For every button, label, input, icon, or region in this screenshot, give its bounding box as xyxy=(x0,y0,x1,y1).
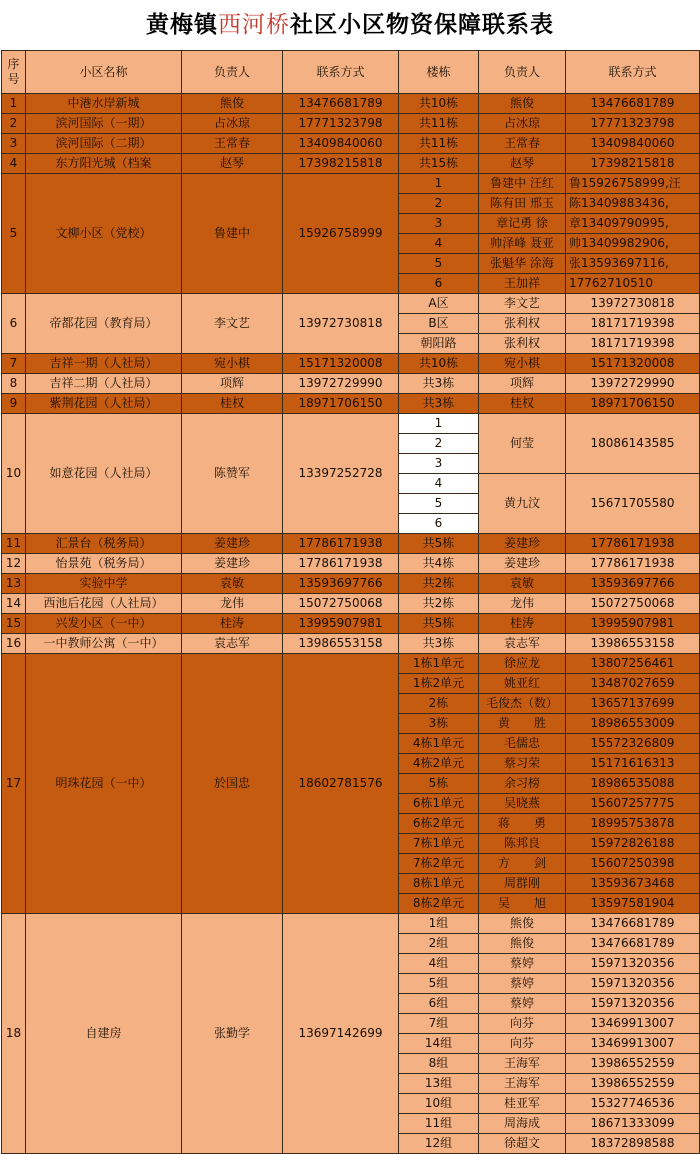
table-row xyxy=(2,594,700,614)
phone-cell: 17786171938 xyxy=(283,554,399,574)
table-row xyxy=(2,574,700,594)
index-cell: 18 xyxy=(2,914,26,1154)
building-lead-cell: 周群刚 xyxy=(479,874,566,894)
phone-cell: 13995907981 xyxy=(283,614,399,634)
building-phone-cell: 13409840060 xyxy=(566,134,700,154)
table-row xyxy=(2,534,700,554)
building-lead-cell: 袁敏 xyxy=(479,574,566,594)
building-lead-cell: 方 剑 xyxy=(479,854,566,874)
building-phone-cell: 13469913007 xyxy=(566,1034,700,1054)
building-lead-cell: 桂权 xyxy=(479,394,566,414)
index-cell: 11 xyxy=(2,534,26,554)
building-cell: 13组 xyxy=(399,1074,479,1094)
building-cell: 6 xyxy=(399,274,479,294)
table-row xyxy=(2,114,700,134)
building-phone-cell: 17762710510 xyxy=(566,274,700,294)
index-cell: 14 xyxy=(2,594,26,614)
building-cell: 7组 xyxy=(399,1014,479,1034)
phone-cell: 15171320008 xyxy=(283,354,399,374)
building-lead-cell: 姜建珍 xyxy=(479,554,566,574)
building-phone-cell: 18372898588 xyxy=(566,1134,700,1154)
community-cell: 吉祥一期（人社局） xyxy=(26,354,182,374)
building-cell: 4组 xyxy=(399,954,479,974)
building-lead-cell: 余习榜 xyxy=(479,774,566,794)
community-cell: 滨河国际（二期） xyxy=(26,134,182,154)
building-phone-cell: 18086143585 xyxy=(566,414,700,474)
lead-cell: 姜建珍 xyxy=(182,554,283,574)
community-cell: 东方阳光城（档案 xyxy=(26,154,182,174)
building-phone-cell: 18171719398 xyxy=(566,334,700,354)
table-row xyxy=(2,354,700,374)
building-phone-cell: 13995907981 xyxy=(566,614,700,634)
title-suffix: 社区小区物资保障联系表 xyxy=(290,11,554,38)
table-row xyxy=(2,414,700,434)
building-phone-cell: 13469913007 xyxy=(566,1014,700,1034)
building-phone-cell: 13986553158 xyxy=(566,634,700,654)
building-cell: 共3栋 xyxy=(399,374,479,394)
building-cell: 12组 xyxy=(399,1134,479,1154)
table-row xyxy=(2,394,700,414)
building-phone-cell: 13476681789 xyxy=(566,94,700,114)
building-cell: 6栋1单元 xyxy=(399,794,479,814)
community-cell: 如意花园（人社局） xyxy=(26,414,182,534)
community-cell: 怡景苑（税务局） xyxy=(26,554,182,574)
building-lead-cell: 何莹 xyxy=(479,414,566,474)
lead-cell: 龙伟 xyxy=(182,594,283,614)
header-building-lead: 负责人 xyxy=(479,51,566,94)
building-phone-cell: 13657137699 xyxy=(566,694,700,714)
building-lead-cell: 王常春 xyxy=(479,134,566,154)
building-lead-cell: 向芬 xyxy=(479,1034,566,1054)
building-lead-cell: 蔡婷 xyxy=(479,994,566,1014)
building-phone-cell: 15171320008 xyxy=(566,354,700,374)
phone-cell: 13593697766 xyxy=(283,574,399,594)
building-lead-cell: 吴晓燕 xyxy=(479,794,566,814)
phone-cell: 13409840060 xyxy=(283,134,399,154)
building-lead-cell: 鲁建中 汪红 xyxy=(479,174,566,194)
header-index: 序号 xyxy=(2,51,26,94)
building-lead-cell: 袁志军 xyxy=(479,634,566,654)
phone-cell: 13697142699 xyxy=(283,914,399,1154)
header-phone: 联系方式 xyxy=(283,51,399,94)
building-lead-cell: 黄九汶 xyxy=(479,474,566,534)
community-cell: 实验中学 xyxy=(26,574,182,594)
building-phone-cell: 15671705580 xyxy=(566,474,700,534)
index-cell: 12 xyxy=(2,554,26,574)
building-phone-cell: 18986535088 xyxy=(566,774,700,794)
building-phone-cell: 13986552559 xyxy=(566,1054,700,1074)
building-phone-cell: 15607257775 xyxy=(566,794,700,814)
table-row xyxy=(2,134,700,154)
building-lead-cell: 王加祥 xyxy=(479,274,566,294)
building-cell: 共4栋 xyxy=(399,554,479,574)
lead-cell: 桂涛 xyxy=(182,614,283,634)
index-cell: 17 xyxy=(2,654,26,914)
building-phone-cell: 张13593697116, xyxy=(566,254,700,274)
page-title xyxy=(0,0,700,50)
index-cell: 13 xyxy=(2,574,26,594)
phone-cell: 15072750068 xyxy=(283,594,399,614)
building-phone-cell: 鲁15926758999,汪 xyxy=(566,174,700,194)
building-cell: 8栋2单元 xyxy=(399,894,479,914)
building-phone-cell: 18971706150 xyxy=(566,394,700,414)
lead-cell: 宛小棋 xyxy=(182,354,283,374)
building-cell: 共3栋 xyxy=(399,394,479,414)
building-phone-cell: 17771323798 xyxy=(566,114,700,134)
building-cell: 3 xyxy=(399,454,479,474)
building-cell: 共3栋 xyxy=(399,634,479,654)
building-phone-cell: 13476681789 xyxy=(566,934,700,954)
building-phone-cell: 17786171938 xyxy=(566,554,700,574)
building-cell: 6栋2单元 xyxy=(399,814,479,834)
building-phone-cell: 13986552559 xyxy=(566,1074,700,1094)
index-cell: 5 xyxy=(2,174,26,294)
index-cell: 10 xyxy=(2,414,26,534)
building-lead-cell: 帅泽峰 聂亚 xyxy=(479,234,566,254)
phone-cell: 13476681789 xyxy=(283,94,399,114)
building-lead-cell: 陈有田 邢玉 xyxy=(479,194,566,214)
index-cell: 8 xyxy=(2,374,26,394)
building-cell: 3栋 xyxy=(399,714,479,734)
index-cell: 16 xyxy=(2,634,26,654)
phone-cell: 17786171938 xyxy=(283,534,399,554)
table-row xyxy=(2,654,700,674)
header-building: 楼栋 xyxy=(399,51,479,94)
phone-cell: 13972729990 xyxy=(283,374,399,394)
lead-cell: 於国忠 xyxy=(182,654,283,914)
table-row xyxy=(2,374,700,394)
community-cell: 自建房 xyxy=(26,914,182,1154)
lead-cell: 袁志军 xyxy=(182,634,283,654)
lead-cell: 张勤学 xyxy=(182,914,283,1154)
phone-cell: 17398215818 xyxy=(283,154,399,174)
building-lead-cell: 吴 旭 xyxy=(479,894,566,914)
building-cell: 5 xyxy=(399,494,479,514)
building-cell: 4 xyxy=(399,234,479,254)
building-cell: 6 xyxy=(399,514,479,534)
building-cell: 1栋2单元 xyxy=(399,674,479,694)
building-cell: 共10栋 xyxy=(399,354,479,374)
lead-cell: 姜建珍 xyxy=(182,534,283,554)
table-header-row xyxy=(2,51,700,94)
building-lead-cell: 占冰琼 xyxy=(479,114,566,134)
building-cell: 共2栋 xyxy=(399,574,479,594)
building-cell: 11组 xyxy=(399,1114,479,1134)
building-lead-cell: 张利权 xyxy=(479,314,566,334)
building-phone-cell: 17786171938 xyxy=(566,534,700,554)
community-cell: 文柳小区（党校） xyxy=(26,174,182,294)
phone-cell: 18602781576 xyxy=(283,654,399,914)
community-cell: 帝都花园（教育局） xyxy=(26,294,182,354)
building-cell: 共10栋 xyxy=(399,94,479,114)
building-cell: 1组 xyxy=(399,914,479,934)
building-phone-cell: 18671333099 xyxy=(566,1114,700,1134)
lead-cell: 占冰琼 xyxy=(182,114,283,134)
building-cell: 3 xyxy=(399,214,479,234)
building-lead-cell: 熊俊 xyxy=(479,94,566,114)
building-phone-cell: 17398215818 xyxy=(566,154,700,174)
building-cell: 4栋1单元 xyxy=(399,734,479,754)
building-lead-cell: 黄 胜 xyxy=(479,714,566,734)
building-phone-cell: 13593697766 xyxy=(566,574,700,594)
building-lead-cell: 李文艺 xyxy=(479,294,566,314)
table-row xyxy=(2,914,700,934)
building-lead-cell: 毛儒忠 xyxy=(479,734,566,754)
building-phone-cell: 15971320356 xyxy=(566,994,700,1014)
lead-cell: 王常春 xyxy=(182,134,283,154)
community-cell: 一中教师公寓（一中） xyxy=(26,634,182,654)
lead-cell: 李文艺 xyxy=(182,294,283,354)
table-row xyxy=(2,154,700,174)
building-cell: 共15栋 xyxy=(399,154,479,174)
building-cell: 8栋1单元 xyxy=(399,874,479,894)
building-phone-cell: 15971320356 xyxy=(566,954,700,974)
building-phone-cell: 15072750068 xyxy=(566,594,700,614)
phone-cell: 13397252728 xyxy=(283,414,399,534)
phone-cell: 18971706150 xyxy=(283,394,399,414)
building-cell: 1栋1单元 xyxy=(399,654,479,674)
building-lead-cell: 陈邦良 xyxy=(479,834,566,854)
community-cell: 汇景台（税务局） xyxy=(26,534,182,554)
table-row xyxy=(2,614,700,634)
building-lead-cell: 徐应龙 xyxy=(479,654,566,674)
building-lead-cell: 熊俊 xyxy=(479,914,566,934)
lead-cell: 袁敏 xyxy=(182,574,283,594)
building-cell: 共11栋 xyxy=(399,134,479,154)
index-cell: 15 xyxy=(2,614,26,634)
building-phone-cell: 帅13409982906, xyxy=(566,234,700,254)
building-phone-cell: 15972826188 xyxy=(566,834,700,854)
building-cell: 2组 xyxy=(399,934,479,954)
building-cell: 5组 xyxy=(399,974,479,994)
title-prefix: 黄梅镇 xyxy=(146,11,218,38)
building-lead-cell: 王海军 xyxy=(479,1054,566,1074)
index-cell: 1 xyxy=(2,94,26,114)
building-cell: 4 xyxy=(399,474,479,494)
building-lead-cell: 毛俊杰（数） xyxy=(479,694,566,714)
phone-cell: 13986553158 xyxy=(283,634,399,654)
building-lead-cell: 徐超文 xyxy=(479,1134,566,1154)
building-cell: B区 xyxy=(399,314,479,334)
building-cell: 1 xyxy=(399,414,479,434)
table-row xyxy=(2,174,700,194)
building-phone-cell: 陈13409883436, xyxy=(566,194,700,214)
building-cell: 1 xyxy=(399,174,479,194)
building-lead-cell: 熊俊 xyxy=(479,934,566,954)
building-cell: 朝阳路 xyxy=(399,334,479,354)
phone-cell: 13972730818 xyxy=(283,294,399,354)
building-phone-cell: 18995753878 xyxy=(566,814,700,834)
building-cell: 5栋 xyxy=(399,774,479,794)
header-lead: 负责人 xyxy=(182,51,283,94)
building-phone-cell: 13476681789 xyxy=(566,914,700,934)
table-row xyxy=(2,634,700,654)
lead-cell: 陈赞军 xyxy=(182,414,283,534)
building-cell: 共5栋 xyxy=(399,614,479,634)
building-phone-cell: 18171719398 xyxy=(566,314,700,334)
community-cell: 滨河国际（一期） xyxy=(26,114,182,134)
building-cell: 4栋2单元 xyxy=(399,754,479,774)
index-cell: 6 xyxy=(2,294,26,354)
building-phone-cell: 15607250398 xyxy=(566,854,700,874)
building-lead-cell: 蔡婷 xyxy=(479,954,566,974)
table-row xyxy=(2,94,700,114)
community-cell: 明珠花园（一中） xyxy=(26,654,182,914)
building-phone-cell: 15171616313 xyxy=(566,754,700,774)
building-phone-cell: 15327746536 xyxy=(566,1094,700,1114)
building-lead-cell: 宛小棋 xyxy=(479,354,566,374)
phone-cell: 15926758999 xyxy=(283,174,399,294)
building-lead-cell: 赵琴 xyxy=(479,154,566,174)
building-phone-cell: 13593673468 xyxy=(566,874,700,894)
community-cell: 兴发小区（一中） xyxy=(26,614,182,634)
building-cell: 7栋2单元 xyxy=(399,854,479,874)
building-cell: 7栋1单元 xyxy=(399,834,479,854)
building-phone-cell: 15572326809 xyxy=(566,734,700,754)
building-cell: 2栋 xyxy=(399,694,479,714)
table-row xyxy=(2,294,700,314)
community-cell: 吉祥二期（人社局） xyxy=(26,374,182,394)
building-phone-cell: 13597581904 xyxy=(566,894,700,914)
building-lead-cell: 章记勇 徐 xyxy=(479,214,566,234)
index-cell: 3 xyxy=(2,134,26,154)
community-cell: 西池后花园（人社局） xyxy=(26,594,182,614)
building-lead-cell: 蒋 勇 xyxy=(479,814,566,834)
building-cell: 14组 xyxy=(399,1034,479,1054)
building-lead-cell: 桂涛 xyxy=(479,614,566,634)
lead-cell: 项辉 xyxy=(182,374,283,394)
lead-cell: 桂权 xyxy=(182,394,283,414)
index-cell: 7 xyxy=(2,354,26,374)
building-phone-cell: 章13409790995, xyxy=(566,214,700,234)
building-phone-cell: 13487027659 xyxy=(566,674,700,694)
header-building-phone: 联系方式 xyxy=(566,51,700,94)
building-cell: 8组 xyxy=(399,1054,479,1074)
contact-table xyxy=(1,50,700,1154)
building-lead-cell: 桂亚军 xyxy=(479,1094,566,1114)
building-cell: 2 xyxy=(399,434,479,454)
building-phone-cell: 15971320356 xyxy=(566,974,700,994)
lead-cell: 鲁建中 xyxy=(182,174,283,294)
header-community: 小区名称 xyxy=(26,51,182,94)
building-phone-cell: 13807256461 xyxy=(566,654,700,674)
lead-cell: 熊俊 xyxy=(182,94,283,114)
lead-cell: 赵琴 xyxy=(182,154,283,174)
building-lead-cell: 周海成 xyxy=(479,1114,566,1134)
building-phone-cell: 18986553009 xyxy=(566,714,700,734)
table-row xyxy=(2,554,700,574)
index-cell: 9 xyxy=(2,394,26,414)
title-highlight: 西河桥 xyxy=(218,12,290,38)
building-phone-cell: 13972729990 xyxy=(566,374,700,394)
index-cell: 4 xyxy=(2,154,26,174)
building-lead-cell: 姜建珍 xyxy=(479,534,566,554)
building-phone-cell: 13972730818 xyxy=(566,294,700,314)
building-cell: A区 xyxy=(399,294,479,314)
building-cell: 2 xyxy=(399,194,479,214)
community-cell: 紫荆花园（人社局） xyxy=(26,394,182,414)
building-cell: 5 xyxy=(399,254,479,274)
building-lead-cell: 向芬 xyxy=(479,1014,566,1034)
building-lead-cell: 张魁华 涂海 xyxy=(479,254,566,274)
building-lead-cell: 龙伟 xyxy=(479,594,566,614)
building-lead-cell: 蔡婷 xyxy=(479,974,566,994)
building-cell: 6组 xyxy=(399,994,479,1014)
building-cell: 共2栋 xyxy=(399,594,479,614)
building-cell: 共11栋 xyxy=(399,114,479,134)
building-cell: 共5栋 xyxy=(399,534,479,554)
building-lead-cell: 姚亚红 xyxy=(479,674,566,694)
building-lead-cell: 项辉 xyxy=(479,374,566,394)
community-cell: 中港水岸新城 xyxy=(26,94,182,114)
index-cell: 2 xyxy=(2,114,26,134)
building-cell: 10组 xyxy=(399,1094,479,1114)
building-lead-cell: 蔡习荣 xyxy=(479,754,566,774)
building-lead-cell: 张利权 xyxy=(479,334,566,354)
building-lead-cell: 王海军 xyxy=(479,1074,566,1094)
phone-cell: 17771323798 xyxy=(283,114,399,134)
